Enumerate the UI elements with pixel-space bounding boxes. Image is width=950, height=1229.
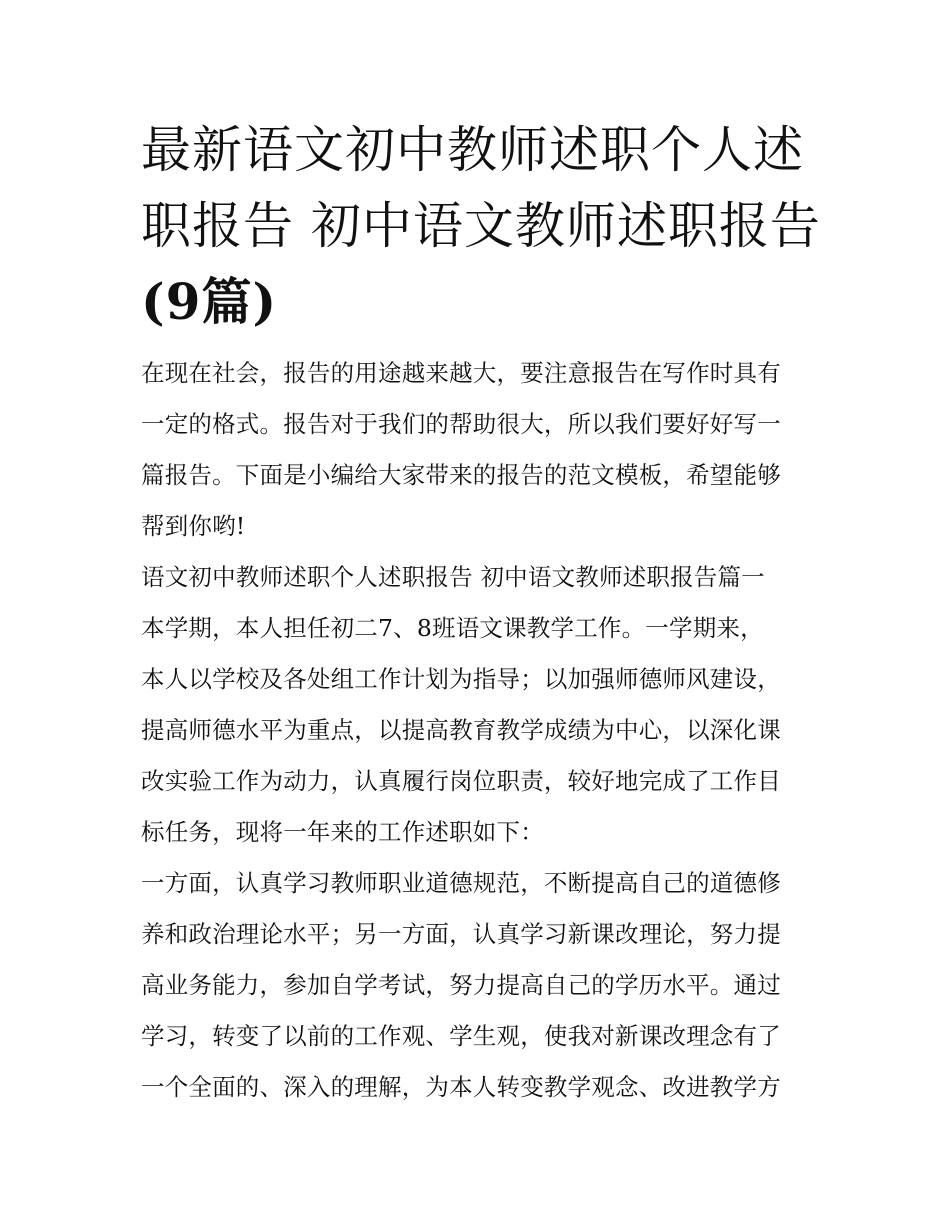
body-line: 篇报告。下面是小编给大家带来的报告的范文模板，希望能够	[141, 461, 781, 489]
body-line: 高业务能力，参加自学考试，努力提高自己的学历水平。通过	[141, 971, 781, 999]
title-line: 最新语文初中教师述职个人述	[141, 121, 804, 179]
body-line: 帮到你哟!	[141, 512, 246, 540]
body-line: 改实验工作为动力，认真履行岗位职责，较好地完成了工作目	[141, 767, 781, 795]
body-line: 本学期，本人担任初二7、8班语文课教学工作。一学期来，	[141, 614, 764, 642]
section-heading-line: 语文初中教师述职个人述职报告 初中语文教师述职报告篇一	[141, 563, 765, 591]
body-line: 标任务，现将一年来的工作述职如下：	[141, 818, 544, 846]
title-line: 职报告 初中语文教师述职报告	[141, 197, 821, 255]
body-line: 在现在社会，报告的用途越来越大，要注意报告在写作时具有	[141, 359, 781, 387]
document-title	[141, 112, 821, 340]
body-line: 提高师德水平为重点，以提高教育教学成绩为中心，以深化课	[141, 716, 781, 744]
body-line: 学习，转变了以前的工作观、学生观，使我对新课改理念有了	[141, 1022, 781, 1050]
body-line: 一个全面的、深入的理解，为本人转变教学观念、改进教学方	[141, 1073, 781, 1101]
document-body	[141, 348, 813, 1113]
document-content	[141, 112, 821, 1113]
body-line: 一方面，认真学习教师职业道德规范，不断提高自己的道德修	[141, 869, 781, 897]
body-line: 一定的格式。报告对于我们的帮助很大，所以我们要好好写一	[141, 410, 781, 438]
body-line: 本人以学校及各处组工作计划为指导；以加强师德师风建设，	[141, 665, 781, 693]
title-line: (9篇)	[141, 272, 278, 331]
body-line: 养和政治理论水平；另一方面，认真学习新课改理论，努力提	[141, 920, 781, 948]
